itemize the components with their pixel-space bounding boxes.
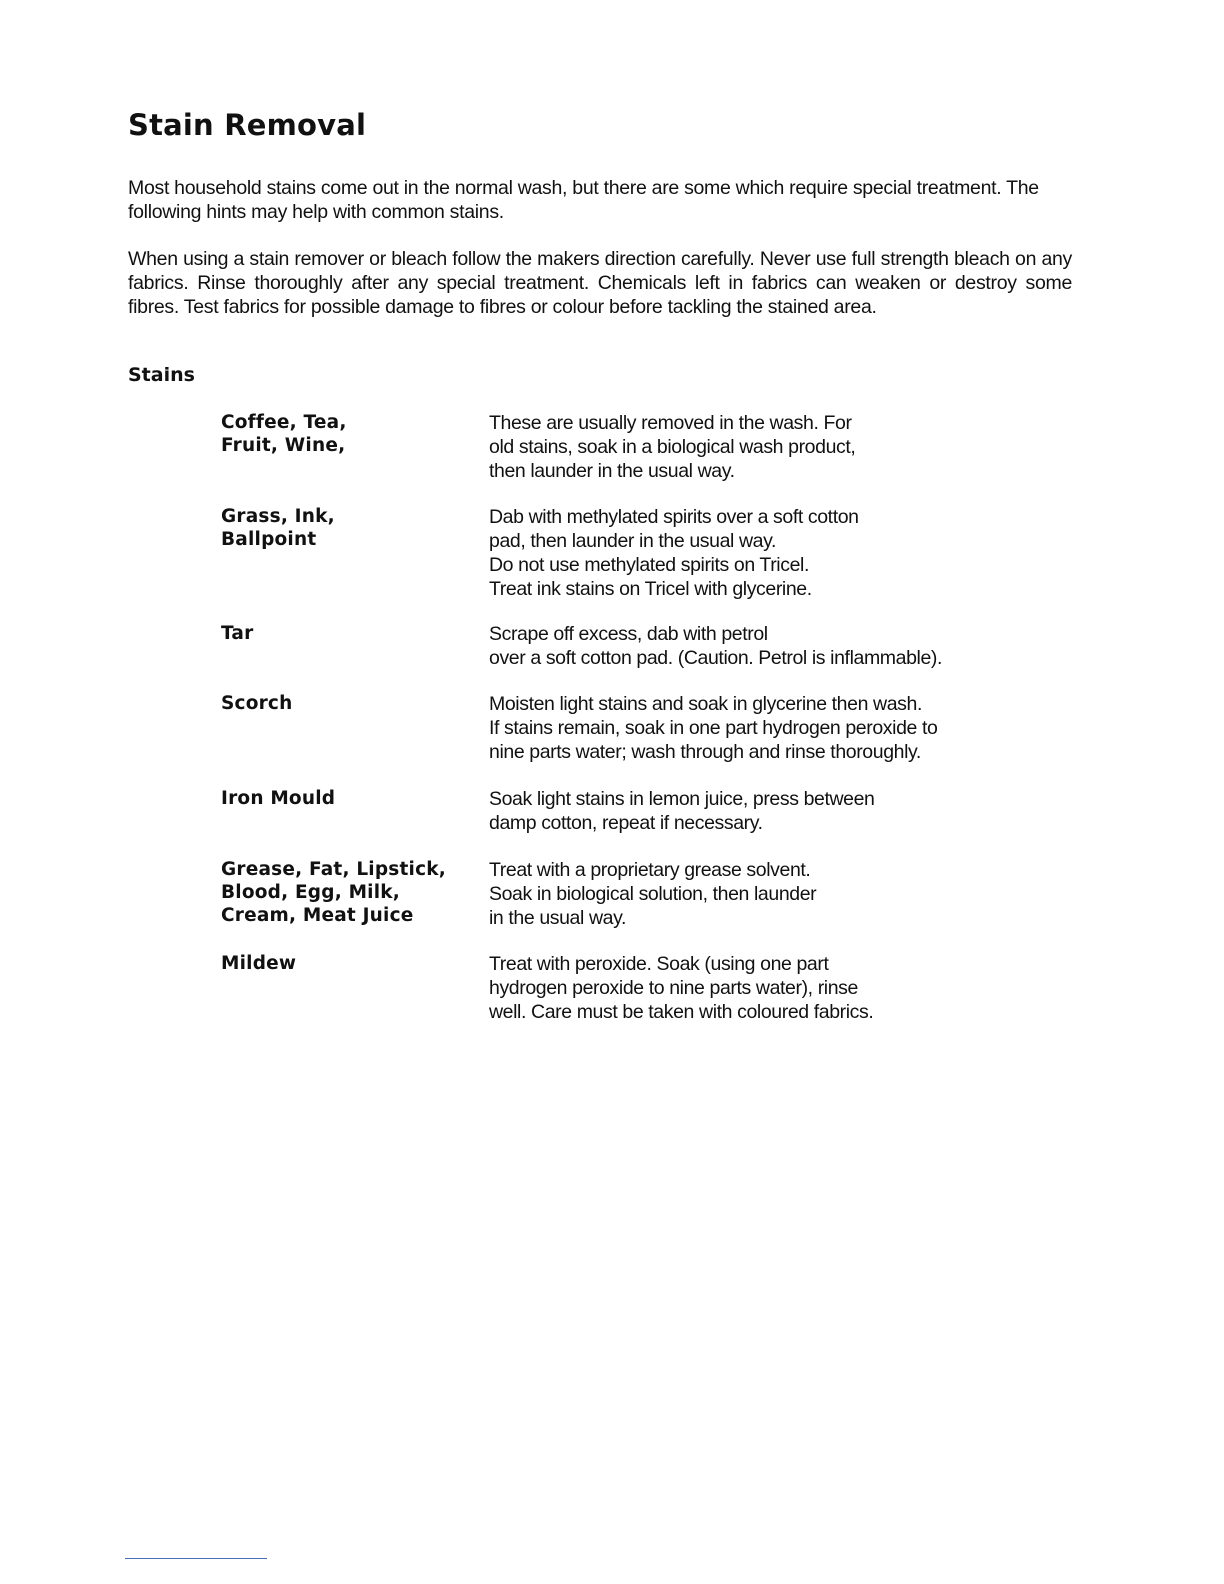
warning-paragraph: When using a stain remover or bleach follow the makers direction carefully. Never use full strength bleach on any fabrics. Rinse thoroughly after any special treatment. Chemicals left in fabrics can weaken or destroy some fibres. Test fabrics for possible damage to fibres or colour before tackling the stained area. (128, 248, 1072, 318)
stain-name: Mildew (221, 953, 297, 974)
stain-treatment: Treat with peroxide. Soak (using one part hydrogen peroxide to nine parts water), rinse well. Care must be taken with coloured fabrics. (489, 953, 874, 1023)
stain-name: Tar (221, 623, 254, 644)
stain-treatment: Dab with methylated spirits over a soft cotton pad, then launder in the usual way. Do not use methylated spirits on Tricel. Treat ink stains on Tricel with glycerine. (489, 506, 859, 600)
stain-treatment: Treat with a proprietary grease solvent. Soak in biological solution, then launder in the usual way. (489, 859, 817, 929)
stain-name: Iron Mould (221, 788, 336, 809)
stains-heading: Stains (128, 364, 195, 386)
stain-treatment: These are usually removed in the wash. For old stains, soak in a biological wash product, then launder in the usual way. (489, 412, 856, 482)
stain-name: Coffee, Tea, Fruit, Wine, (221, 412, 347, 456)
stain-treatment: Soak light stains in lemon juice, press between damp cotton, repeat if necessary. (489, 788, 875, 834)
stain-name: Grass, Ink, Ballpoint (221, 506, 335, 550)
footer-rule (125, 1558, 267, 1559)
page-title: Stain Removal (128, 108, 367, 142)
stain-name: Grease, Fat, Lipstick, Blood, Egg, Milk, Cream, Meat Juice (221, 859, 446, 926)
stain-treatment: Scrape off excess, dab with petrol over a soft cotton pad. (Caution. Petrol is inflammable). (489, 623, 943, 669)
intro-paragraph: Most household stains come out in the normal wash, but there are some which require special treatment. The following hints may help with common stains. (128, 177, 1039, 223)
stain-treatment: Moisten light stains and soak in glycerine then wash. If stains remain, soak in one part hydrogen peroxide to nine parts water; wash through and rinse thoroughly. (489, 693, 938, 763)
stain-name: Scorch (221, 693, 293, 714)
